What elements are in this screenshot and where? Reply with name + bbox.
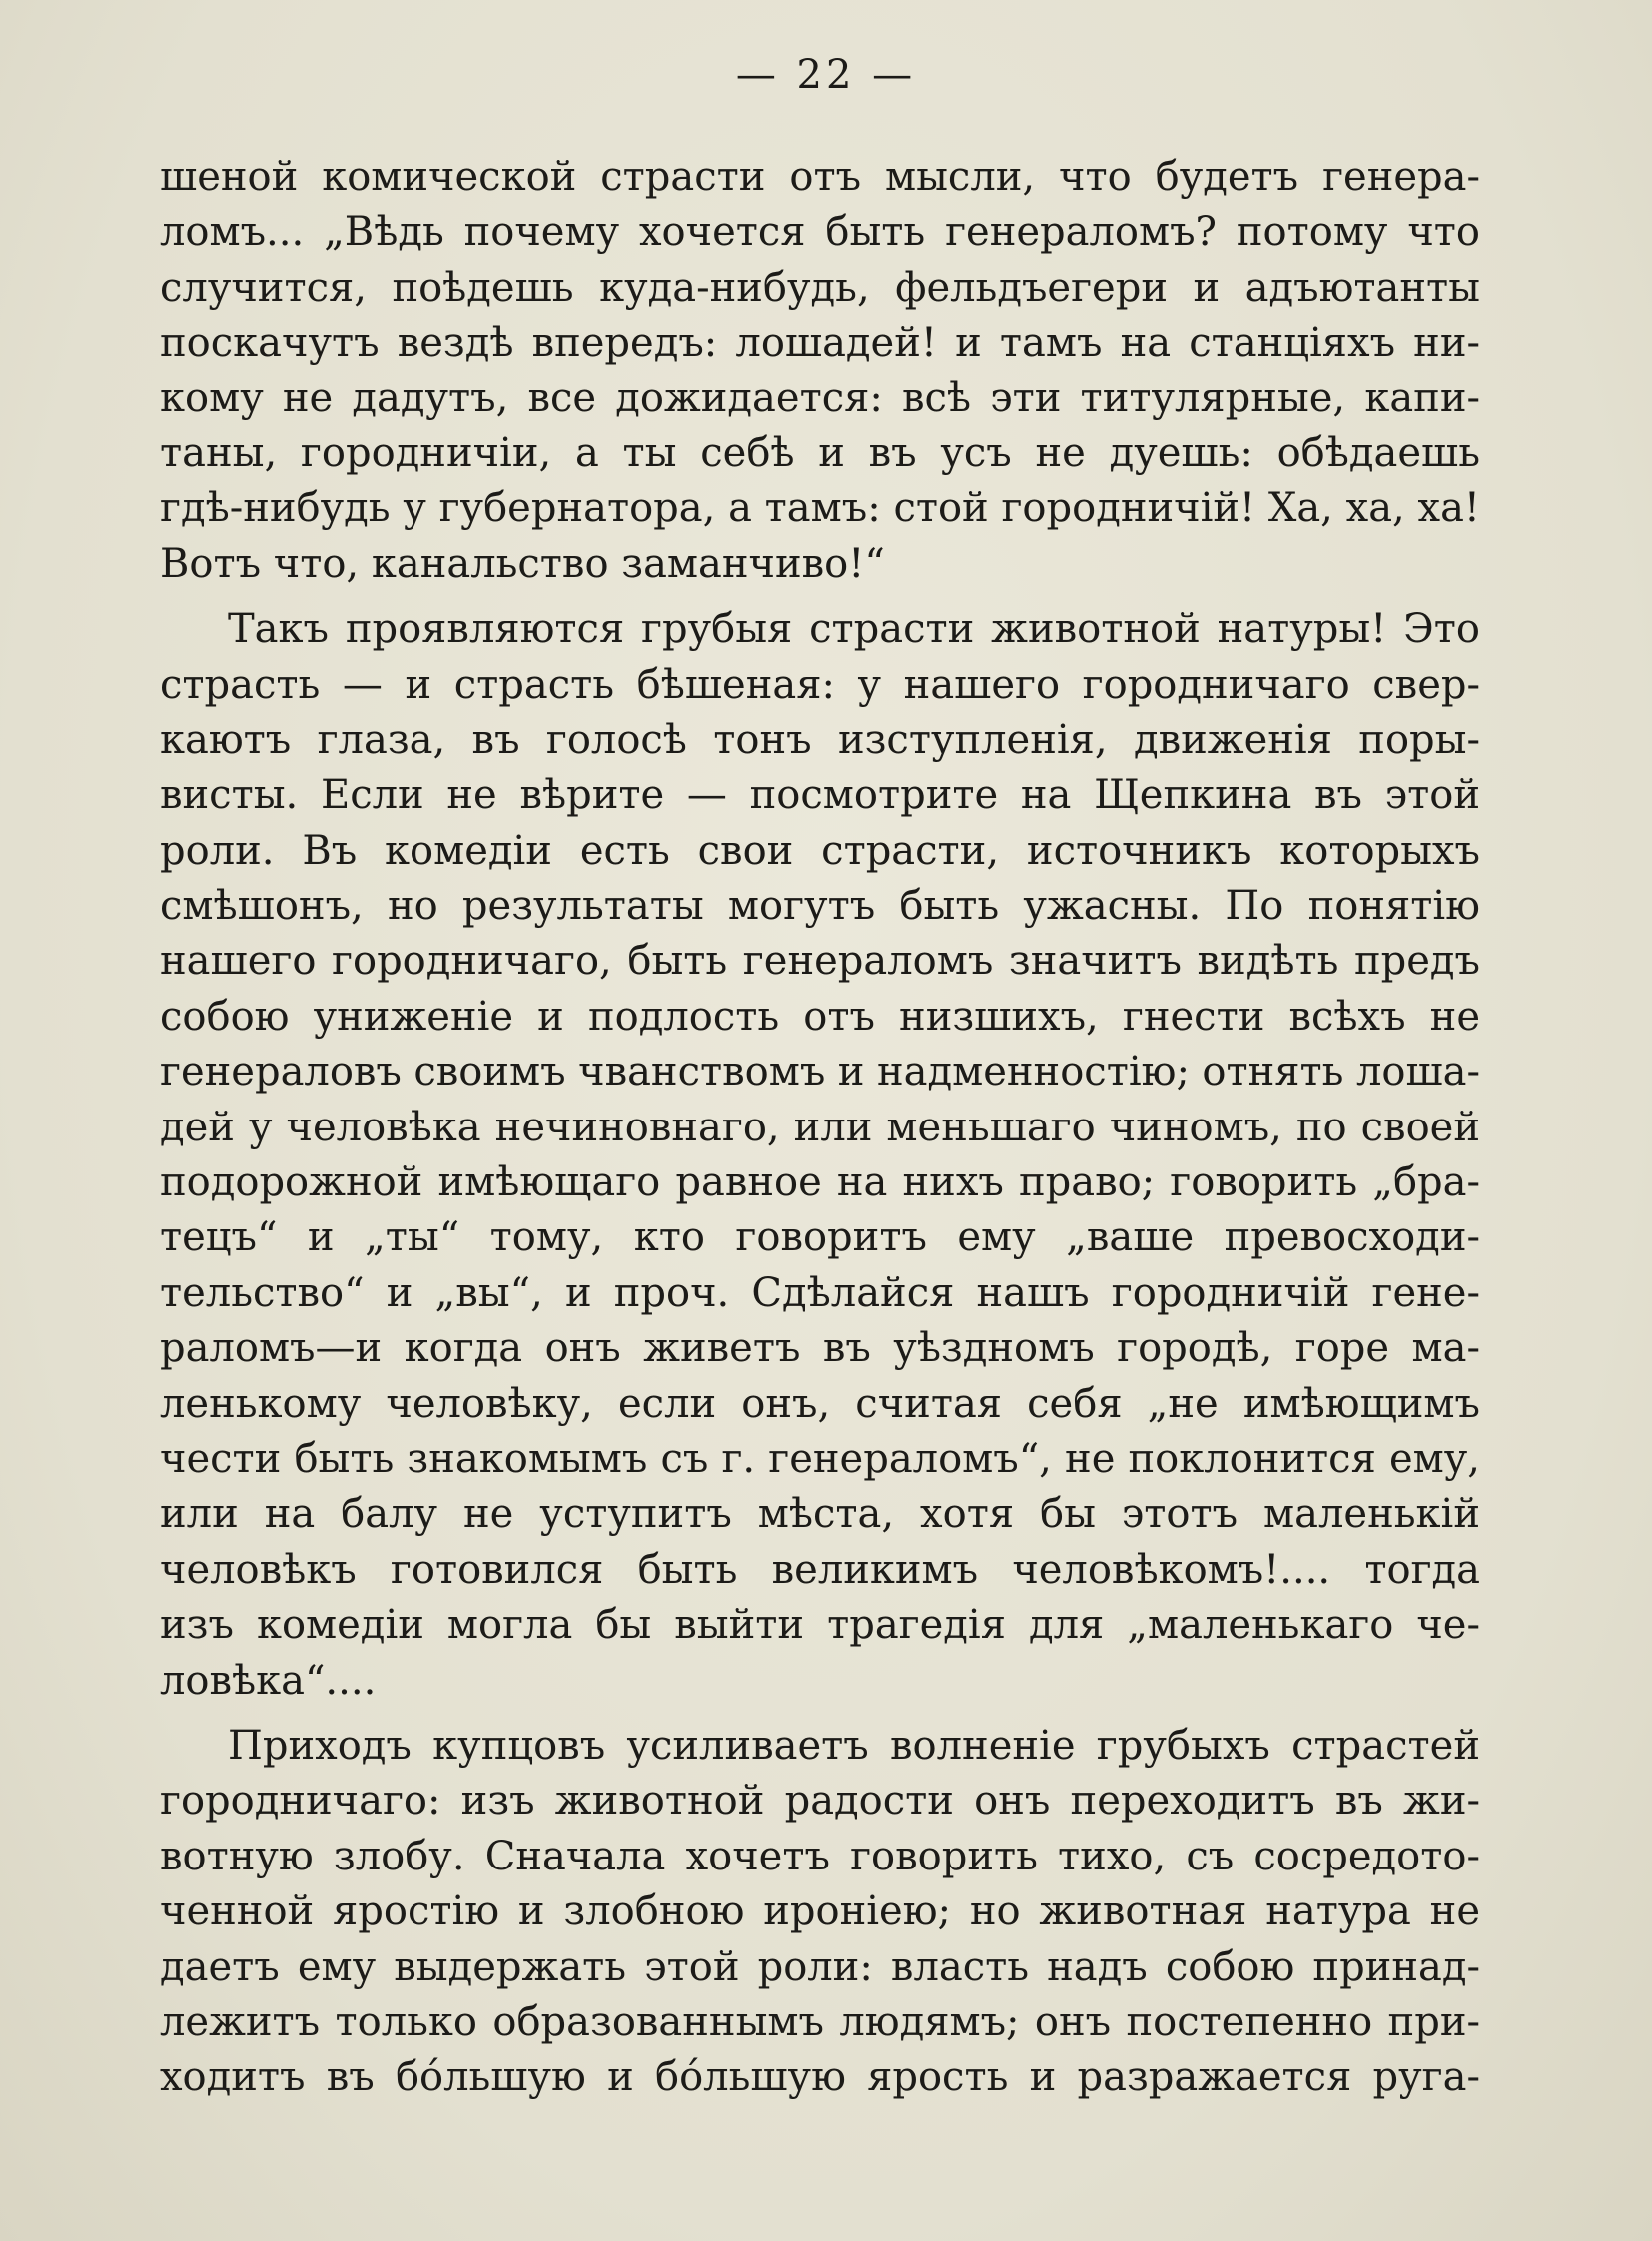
text-line: Вотъ что, канальство заманчиво!“: [160, 540, 885, 587]
text-line: тецъ“ и „ты“ тому, кто говоритъ ему „ваше превосходи-: [160, 1214, 1480, 1261]
text-line: нашего городничаго, быть генераломъ значитъ видѣть предъ: [160, 938, 1480, 985]
text-line: раломъ—и когда онъ живетъ въ уѣздномъ городѣ, горе ма-: [160, 1325, 1480, 1372]
text-line: Приходъ купцовъ усиливаетъ волненіе грубыхъ страстей: [228, 1722, 1480, 1769]
text-line: страсть — и страсть бѣшеная: у нашего городничаго свер-: [160, 661, 1480, 708]
text-line: вотную злобу. Сначала хочетъ говорить тихо, съ сосредото-: [160, 1833, 1480, 1879]
text-line: ленькому человѣку, если онъ, считая себя „не имѣющимъ: [160, 1380, 1480, 1427]
text-line: городничаго: изъ животной радости онъ переходитъ въ жи-: [160, 1778, 1480, 1825]
text-line: шеной комической страсти отъ мысли, что будетъ генера-: [160, 154, 1480, 200]
paragraph-2: [160, 602, 1480, 1709]
text-line: даетъ ему выдержать этой роли: власть надъ собою принад-: [160, 1943, 1480, 1990]
text-line: ловѣка“....: [160, 1657, 377, 1704]
paragraph-3: [160, 1719, 1480, 2106]
text-line: гдѣ-нибудь у губернатора, а тамъ: стой городничій! Ха, ха, ха!: [160, 485, 1480, 532]
text-line: дей у человѣка нечиновнаго, или меньшаго чиномъ, по своей: [160, 1104, 1480, 1150]
text-line: изъ комедіи могла бы выйти трагедія для „маленькаго че-: [160, 1602, 1480, 1649]
text-line: Такъ проявляются грубыя страсти животной натуры! Это: [228, 606, 1480, 653]
text-line: ломъ... „Вѣдь почему хочется быть генераломъ? потому что: [160, 209, 1480, 256]
text-line: роли. Въ комедіи есть свои страсти, источникъ которыхъ: [160, 827, 1480, 874]
text-line: человѣкъ готовился быть великимъ человѣкомъ!.... тогда: [160, 1546, 1480, 1593]
text-line: поскачутъ вездѣ впередъ: лошадей! и тамъ на станціяхъ ни-: [160, 320, 1480, 367]
text-line: чести быть знакомымъ съ г. генераломъ“, не поклонится ему,: [160, 1435, 1480, 1482]
text-line: или на балу не уступитъ мѣста, хотя бы этотъ маленькій: [160, 1491, 1480, 1538]
text-line: кому не дадутъ, все дожидается: всѣ эти титулярные, капи-: [160, 374, 1480, 421]
text-line: лежитъ только образованнымъ людямъ; онъ постепенно при-: [160, 1998, 1480, 2045]
text-line: ходитъ въ бо́льшую и бо́льшую ярость и разражается руга-: [160, 2054, 1480, 2101]
text-line: таны, городничіи, а ты себѣ и въ усъ не дуешь: обѣдаешь: [160, 429, 1480, 476]
paragraph-1: [160, 150, 1480, 592]
text-line: случится, поѣдешь куда-нибудь, фельдъегери и адъютанты: [160, 264, 1480, 311]
text-line: генераловъ своимъ чванствомъ и надменностію; отнять лоша-: [160, 1049, 1480, 1096]
text-line: ченной яростію и злобною ироніею; но животная натура не: [160, 1888, 1480, 1935]
page-number: — 22 —: [735, 52, 917, 98]
text-line: тельство“ и „вы“, и проч. Сдѣлайся нашъ городничій гене-: [160, 1269, 1480, 1316]
text-line: смѣшонъ, но результаты могутъ быть ужасны. По понятію: [160, 883, 1480, 930]
body-text: [160, 150, 1480, 2106]
text-line: каютъ глаза, въ голосѣ тонъ изступленія, движенія поры-: [160, 716, 1480, 763]
text-line: подорожной имѣющаго равное на нихъ право; говорить „бра-: [160, 1159, 1480, 1206]
text-line: собою униженіе и подлость отъ низшихъ, гнести всѣхъ не: [160, 993, 1480, 1040]
text-line: висты. Если не вѣрите — посмотрите на Щепкина въ этой: [160, 772, 1480, 819]
